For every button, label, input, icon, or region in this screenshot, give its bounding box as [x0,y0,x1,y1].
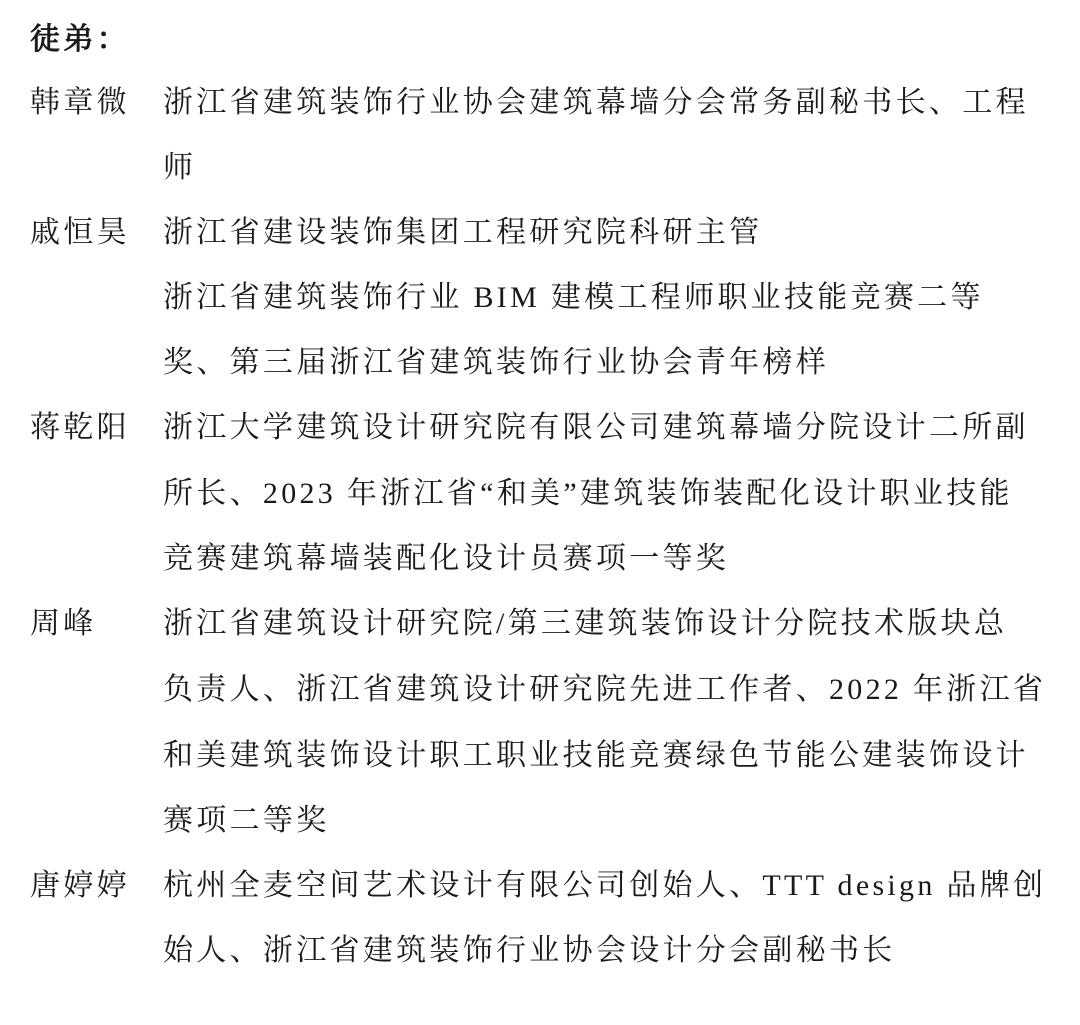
section-title: 徒弟： [30,23,130,56]
person-bio-line: 竞赛建筑幕墙装配化设计员赛项一等奖 [163,542,730,575]
person-bio-line: 师 [163,151,197,184]
person-name: 蒋乾阳 [30,411,130,444]
person-bio-line: 赛项二等奖 [163,804,330,837]
person-bio-line: 浙江省建设装饰集团工程研究院科研主管 [163,216,763,249]
person-name: 唐婷婷 [30,869,130,902]
person-bio-line: 负责人、浙江省建筑设计研究院先进工作者、2022 年浙江省 [163,673,1047,706]
person-bio-line: 奖、第三届浙江省建筑装饰行业协会青年榜样 [163,346,829,379]
person-bio-line: 浙江省建筑装饰行业 BIM 建模工程师职业技能竞赛二等 [163,281,984,314]
person-bio-line: 浙江省建筑装饰行业协会建筑幕墙分会常务副秘书长、工程 [163,86,1029,119]
person-name: 戚恒昊 [30,216,130,249]
person-bio-line: 杭州全麦空间艺术设计有限公司创始人、TTT design 品牌创 [163,869,1047,902]
person-bio-line: 始人、浙江省建筑装饰行业协会设计分会副秘书长 [163,934,896,967]
person-bio-line: 和美建筑装饰设计职工职业技能竞赛绿色节能公建装饰设计 [163,739,1029,772]
person-bio-line: 浙江省建筑设计研究院/第三建筑装饰设计分院技术版块总 [163,607,1008,640]
person-bio-line: 浙江大学建筑设计研究院有限公司建筑幕墙分院设计二所副 [163,411,1029,444]
person-name: 周峰 [30,607,97,640]
person-name: 韩章微 [30,86,130,119]
person-bio-line: 所长、2023 年浙江省“和美”建筑装饰装配化设计职业技能 [163,477,1013,510]
